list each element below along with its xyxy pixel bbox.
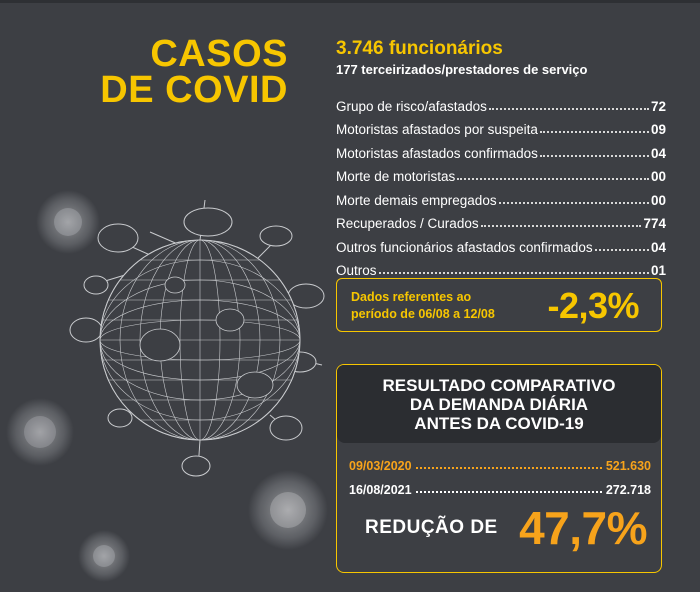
stat-label: Motoristas afastados por suspeita: [336, 122, 538, 137]
virus-wireframe-icon: [70, 200, 324, 476]
list-item: [336, 114, 666, 138]
comparison-heading-line-3: ANTES DA COVID-19: [414, 414, 584, 433]
virus-particle-icon: [6, 398, 74, 466]
dot-leader: [595, 249, 649, 251]
list-item: [336, 208, 666, 232]
stat-label: Outros funcionários afastados confirmados: [336, 239, 593, 255]
comparison-heading-line-1: RESULTADO COMPARATIVO: [382, 376, 616, 395]
stat-value: 72: [650, 98, 666, 114]
stat-label: Motoristas afastados confirmados: [336, 145, 538, 161]
comparison-row-before: [349, 459, 651, 473]
stat-value: 01: [650, 263, 666, 278]
comparison-date: 09/03/2020: [349, 459, 412, 473]
period-change-value: -2,3%: [547, 285, 639, 326]
reduction-value: 47,7%: [519, 502, 647, 554]
title-line-2: DE COVID: [100, 69, 288, 111]
dot-leader: [540, 131, 649, 133]
stat-label: Morte demais empregados: [336, 192, 497, 208]
stat-value: 774: [643, 216, 666, 231]
virus-particle-icon: [78, 530, 130, 582]
list-item: [336, 137, 666, 161]
contractor-count: 177 terceirizados/prestadores de serviço: [336, 62, 588, 77]
stat-value: 04: [650, 145, 666, 161]
stat-label: Recuperados / Curados: [336, 216, 479, 231]
period-summary-box: [336, 278, 662, 332]
comparison-heading-line-2: DA DEMANDA DIÁRIA: [409, 395, 589, 414]
stats-list: [336, 90, 666, 278]
employee-count: 3.746 funcionários: [336, 38, 503, 59]
stat-label: Morte de motoristas: [336, 169, 456, 184]
comparison-row-after: [349, 483, 651, 497]
comparison-heading: [337, 365, 661, 443]
dot-leader: [379, 272, 649, 274]
dot-leader: [540, 155, 649, 157]
stat-value: 00: [650, 169, 666, 184]
stat-value: 04: [650, 239, 666, 255]
dot-leader: [457, 178, 649, 180]
dot-leader: [489, 108, 649, 110]
period-description: [351, 289, 495, 323]
dot-leader: [416, 467, 602, 469]
page-title: [100, 33, 288, 111]
title-line-1: CASOS: [150, 33, 288, 75]
list-item: [336, 184, 666, 208]
list-item: [336, 161, 666, 185]
comparison-value: 272.718: [605, 483, 651, 497]
virus-particle-icon: [248, 470, 328, 550]
stat-value: 09: [650, 122, 666, 137]
list-item: [336, 255, 666, 279]
comparison-date: 16/08/2021: [349, 483, 412, 497]
dot-leader: [481, 225, 642, 227]
comparison-box: [336, 364, 662, 573]
stat-label: Grupo de risco/afastados: [336, 98, 487, 114]
list-item: [336, 90, 666, 114]
comparison-value: 521.630: [605, 459, 651, 473]
list-item: [336, 231, 666, 255]
virus-particle-icon: [36, 190, 100, 254]
reduction-label: REDUÇÃO DE: [365, 517, 498, 538]
stat-label: Outros: [336, 263, 377, 278]
dot-leader: [416, 491, 602, 493]
period-line-1: Dados referentes ao: [351, 290, 472, 304]
period-line-2: período de 06/08 a 12/08: [351, 307, 495, 321]
stat-value: 00: [650, 192, 666, 208]
dot-leader: [499, 202, 649, 204]
